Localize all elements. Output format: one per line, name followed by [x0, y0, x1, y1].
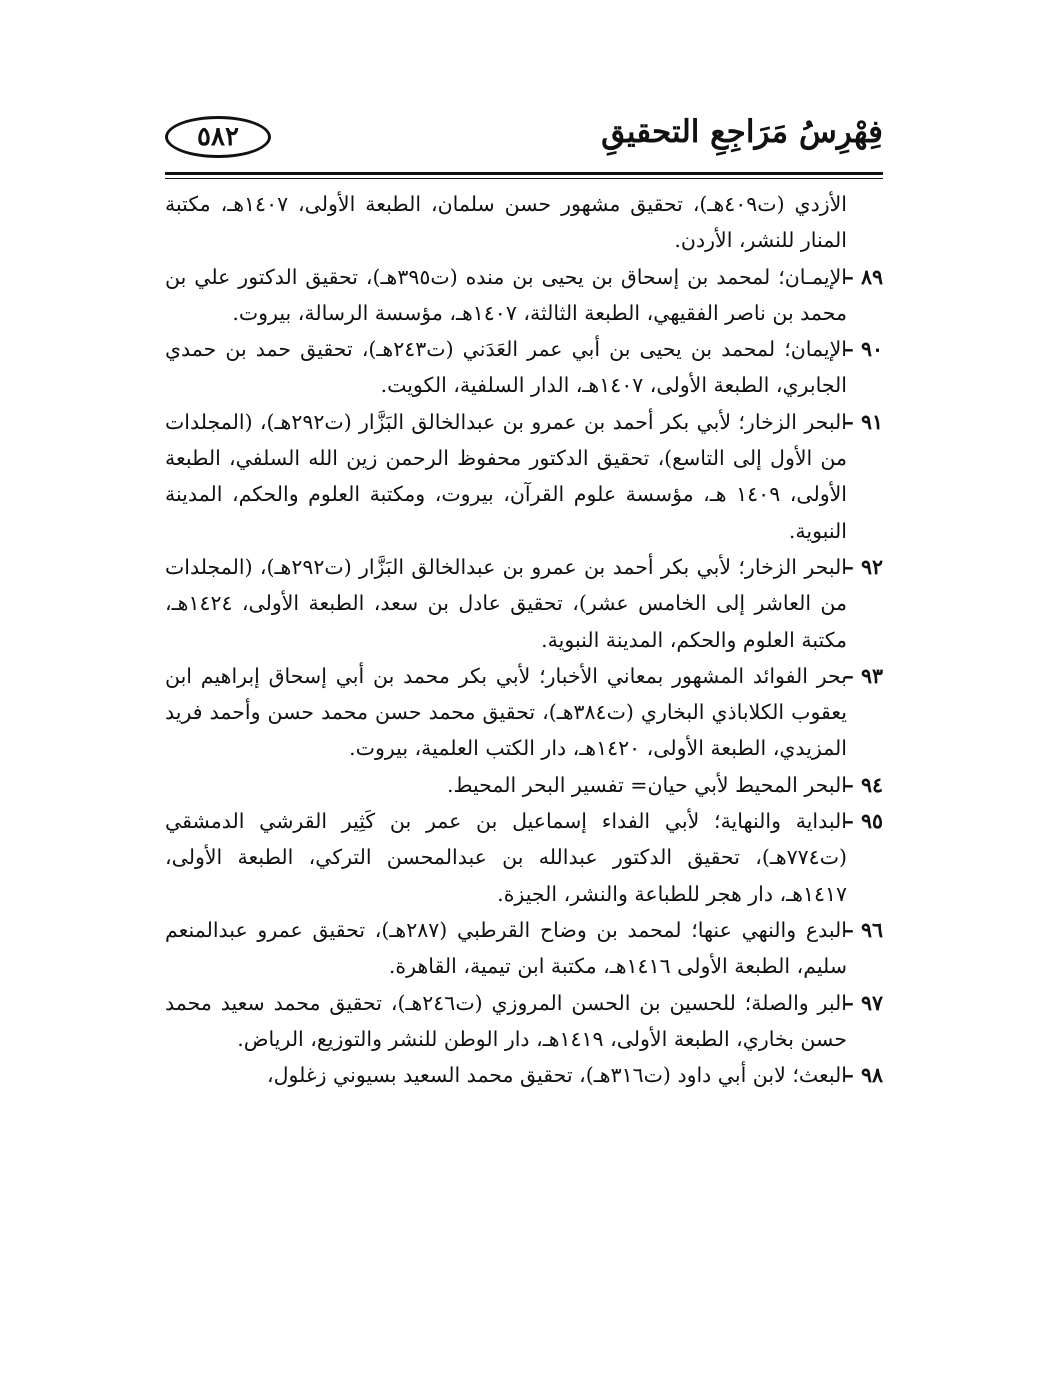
- list-item: [165, 404, 883, 549]
- entry-text: البدع والنهي عنها؛ لمحمد بن وضاح القرطبي (٢٨٧هـ)، تحقيق عمرو عبدالمنعم سليم، الطبعة الأولى ١٤١٦هـ، مكتبة ابن تيمية، القاهرة.: [165, 917, 847, 979]
- list-item: [165, 1057, 883, 1093]
- entry-number: ٩٨ –: [843, 1063, 883, 1088]
- continued-entry: الأزدي (ت٤٠٩هـ)، تحقيق مشهور حسن سلمان، الطبعة الأولى، ١٤٠٧هـ، مكتبة المنار للنشر، الأردن.: [165, 192, 847, 253]
- header-rule-thick: [165, 172, 883, 175]
- page-number-badge: ٥٨٢: [165, 116, 271, 158]
- entry-text: البر والصلة؛ للحسين بن الحسن المروزي (ت٢٤٦هـ)، تحقيق محمد سعيد محمد حسن بخاري، الطبعة الأولى، ١٤١٩هـ، دار الوطن للنشر والتوزيع، الرياض.: [165, 990, 847, 1051]
- page-header: [165, 108, 883, 168]
- entry-text: البحر الزخار؛ لأبي بكر أحمد بن عمرو بن عبدالخالق البَزَّار (ت٢٩٢هـ)، (المجلدات من العاشر إلى الخامس عشر)، تحقيق عادل بن سعد، الطبعة الأولى، ١٤٢٤هـ، مكتبة العلوم والحكم، المدينة النبوية.: [165, 554, 847, 652]
- entry-text: البحر المحيط لأبي حيان= تفسير البحر المحيط.: [447, 772, 847, 797]
- entry-text: بحر الفوائد المشهور بمعاني الأخبار؛ لأبي بكر محمد بن أبي إسحاق إبراهيم ابن يعقوب الكلاباذي البخاري (ت٣٨٤هـ)، تحقيق محمد حسن محمد حسن وأحمد فريد المزيدي، الطبعة الأولى، ١٤٢٠هـ، دار الكتب العلمية، بيروت.: [165, 663, 848, 761]
- entry-number: ٩٣ –: [843, 663, 883, 688]
- entry-number: ٨٩ –: [843, 264, 883, 289]
- entry-text: الإيمـان؛ لمحمد بن إسحاق بن يحيى بن منده (ت٣٩٥هـ)، تحقيق الدكتور علي بن محمد بن ناصر الفقيهي، الطبعة الثالثة، ١٤٠٧هـ، مؤسسة الرسالة، بيروت.: [165, 264, 847, 325]
- entry-number: ٩٢ –: [843, 554, 883, 579]
- references-list: [165, 186, 883, 1093]
- entry-number: ٩١ –: [843, 409, 883, 434]
- list-item: [165, 985, 883, 1058]
- entry-text: البحر الزخار؛ لأبي بكر أحمد بن عمرو بن عبدالخالق البَزَّار (ت٢٩٢هـ)، (المجلدات من الأول إلى التاسع)، تحقيق الدكتور محفوظ الرحمن زين الله السلفي، الطبعة الأولى، ١٤٠٩ هـ، مؤسسة علوم القرآن، بيروت، ومكتبة العلوم والحكم، المدينة النبوية.: [165, 409, 847, 543]
- list-item: [165, 912, 883, 985]
- entry-number: ٩٠ –: [843, 337, 883, 362]
- list-item: [165, 331, 883, 404]
- entry-number: ٩٦ –: [843, 917, 883, 942]
- list-item: [165, 767, 883, 803]
- list-item: [165, 803, 883, 912]
- list-item: [165, 259, 883, 332]
- entry-text: الإيمان؛ لمحمد بن يحيى بن أبي عمر العَدَني (ت٢٤٣هـ)، تحقيق حمد بن حمدي الجابري، الطبعة الأولى، ١٤٠٧هـ، الدار السلفية، الكويت.: [165, 337, 847, 398]
- running-title: فِهْرِسُ مَرَاجِعِ التحقيقِ: [601, 114, 883, 150]
- entry-text: البداية والنهاية؛ لأبي الفداء إسماعيل بن عمر بن كَثِير القرشي الدمشقي (ت٧٧٤هـ)، تحقيق الدكتور عبدالله بن عبدالمحسن التركي، الطبعة الأولى، ١٤١٧هـ، دار هجر للطباعة والنشر، الجيزة.: [165, 809, 847, 906]
- entry-text: البعث؛ لابن أبي داود (ت٣١٦هـ)، تحقيق محمد السعيد بسيوني زغلول،: [267, 1063, 847, 1088]
- entry-number: ٩٤ –: [843, 772, 883, 797]
- list-item: [165, 658, 883, 767]
- header-rule-thin: [165, 178, 883, 179]
- entry-number: ٩٧ –: [843, 990, 883, 1015]
- list-item: [165, 549, 883, 658]
- entry-number: ٩٥ –: [843, 809, 883, 834]
